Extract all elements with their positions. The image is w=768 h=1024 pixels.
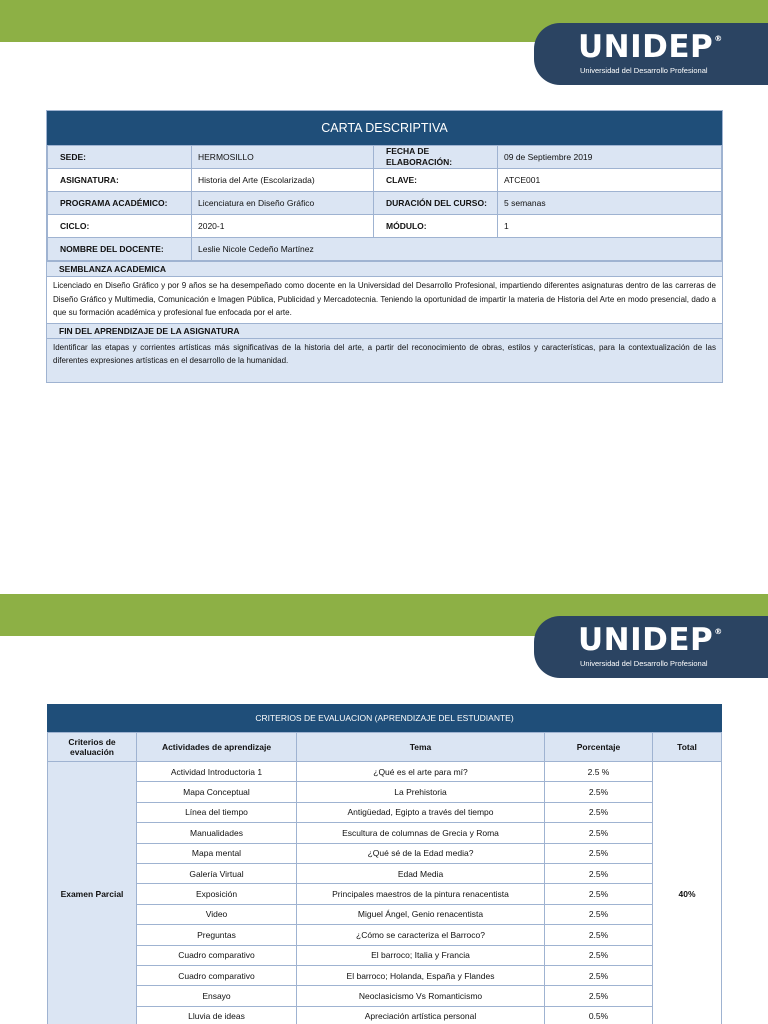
- carta-value: 09 de Septiembre 2019: [498, 146, 722, 169]
- actividad-cell: Lluvia de ideas: [137, 1006, 297, 1024]
- col-header: Total: [653, 733, 722, 762]
- tema-cell: ¿Qué sé de la Edad media?: [297, 843, 545, 863]
- table-row: [48, 945, 722, 965]
- table-row: [48, 823, 722, 843]
- carta-row: [48, 192, 722, 215]
- actividad-cell: Galería Virtual: [137, 863, 297, 883]
- actividad-cell: Cuadro comparativo: [137, 965, 297, 985]
- tema-cell: Escultura de columnas de Grecia y Roma: [297, 823, 545, 843]
- porcentaje-cell: 2.5%: [545, 925, 653, 945]
- actividad-cell: Ensayo: [137, 986, 297, 1006]
- carta-row: [48, 146, 722, 169]
- porcentaje-cell: 2.5%: [545, 945, 653, 965]
- total-cell: 40%: [653, 762, 722, 1024]
- actividad-cell: Mapa mental: [137, 843, 297, 863]
- carta-value: 1: [498, 215, 722, 238]
- table-row: [48, 782, 722, 802]
- table-row: [48, 1006, 722, 1024]
- carta-label: FECHA DE ELABORACIÓN:: [374, 146, 498, 169]
- actividad-cell: Mapa Conceptual: [137, 782, 297, 802]
- porcentaje-cell: 2.5%: [545, 965, 653, 985]
- tema-cell: Antigüedad, Egipto a través del tiempo: [297, 802, 545, 822]
- docente-value: Leslie Nicole Cedeño Martínez: [192, 238, 722, 261]
- table-row: [48, 986, 722, 1006]
- tema-cell: Miguel Ángel, Genio renacentista: [297, 904, 545, 924]
- porcentaje-cell: 2.5%: [545, 884, 653, 904]
- carta-value: 5 semanas: [498, 192, 722, 215]
- logo: [534, 616, 768, 678]
- carta-label: DURACIÓN DEL CURSO:: [374, 192, 498, 215]
- tema-cell: Edad Media: [297, 863, 545, 883]
- tema-cell: El barroco; Italia y Francia: [297, 945, 545, 965]
- logo-subtitle: Universidad del Desarrollo Profesional: [580, 659, 708, 668]
- semblanza-label: SEMBLANZA ACADEMICA: [47, 261, 722, 276]
- logo-reg: ®: [714, 627, 723, 636]
- table-row: [48, 965, 722, 985]
- col-header: Porcentaje: [545, 733, 653, 762]
- porcentaje-cell: 2.5%: [545, 986, 653, 1006]
- carta-value: Licenciatura en Diseño Gráfico: [192, 192, 374, 215]
- table-row: [48, 863, 722, 883]
- criterios-title: CRITERIOS DE EVALUACION (APRENDIZAJE DEL ESTUDIANTE): [47, 704, 722, 732]
- carta-row: [48, 238, 722, 261]
- carta-label: CLAVE:: [374, 169, 498, 192]
- criterios-header-row: [48, 733, 722, 762]
- carta-title: CARTA DESCRIPTIVA: [47, 111, 722, 145]
- table-row: [48, 884, 722, 904]
- porcentaje-cell: 2.5%: [545, 782, 653, 802]
- porcentaje-cell: 0.5%: [545, 1006, 653, 1024]
- logo: [534, 23, 768, 85]
- logo-word: UNIDEP: [578, 622, 714, 658]
- criterios-evaluacion: [47, 704, 722, 1024]
- carta-row: [48, 169, 722, 192]
- carta-value: 2020-1: [192, 215, 374, 238]
- table-row: [48, 762, 722, 782]
- logo-word: UNIDEP: [578, 29, 714, 65]
- col-header: Criterios de evaluación: [48, 733, 137, 762]
- actividad-cell: Exposición: [137, 884, 297, 904]
- table-row: [48, 925, 722, 945]
- actividad-cell: Línea del tiempo: [137, 802, 297, 822]
- carta-label: CICLO:: [48, 215, 192, 238]
- col-header: Actividades de aprendizaje: [137, 733, 297, 762]
- actividad-cell: Preguntas: [137, 925, 297, 945]
- tema-cell: Apreciación artística personal: [297, 1006, 545, 1024]
- col-header: Tema: [297, 733, 545, 762]
- porcentaje-cell: 2.5%: [545, 863, 653, 883]
- tema-cell: La Prehistoria: [297, 782, 545, 802]
- semblanza-text: Licenciado en Diseño Gráfico y por 9 años se ha desempeñado como docente en la Universidad del Desarrollo Profesional, impartiendo diferentes asignaturas dentro de las carreras de Diseño Gráfico y Multimedia, Comunicación e Imagen Pública, Publicidad y Mercadotecnia. Teniendo la oportunidad de impartir la materia de Historia del Arte en modo presencial, dado a que su formación académica y profesional fue enfocada por el arte.: [47, 276, 722, 323]
- carta-value: HERMOSILLO: [192, 146, 374, 169]
- actividad-cell: Cuadro comparativo: [137, 945, 297, 965]
- porcentaje-cell: 2.5%: [545, 823, 653, 843]
- docente-label: NOMBRE DEL DOCENTE:: [48, 238, 192, 261]
- porcentaje-cell: 2.5 %: [545, 762, 653, 782]
- tema-cell: ¿Qué es el arte para mí?: [297, 762, 545, 782]
- criterios-table: [47, 732, 722, 1024]
- tema-cell: Neoclasicismo Vs Romanticismo: [297, 986, 545, 1006]
- tema-cell: ¿Cómo se caracteriza el Barroco?: [297, 925, 545, 945]
- actividad-cell: Video: [137, 904, 297, 924]
- table-row: [48, 843, 722, 863]
- porcentaje-cell: 2.5%: [545, 904, 653, 924]
- criterio-group: Examen Parcial: [48, 762, 137, 1024]
- tema-cell: Principales maestros de la pintura renacentista: [297, 884, 545, 904]
- carta-label: ASIGNATURA:: [48, 169, 192, 192]
- fin-text: Identificar las etapas y corrientes artísticas más significativas de la historia del arte, a partir del reconocimiento de obras, estilos y características, para la contextualización de las diferentes expresiones artísticas en el desarrollo de la humanidad.: [47, 338, 722, 382]
- carta-label: MÓDULO:: [374, 215, 498, 238]
- carta-label: SEDE:: [48, 146, 192, 169]
- carta-value: Historia del Arte (Escolarizada): [192, 169, 374, 192]
- carta-label: PROGRAMA ACADÉMICO:: [48, 192, 192, 215]
- logo-reg: ®: [714, 34, 723, 43]
- table-row: [48, 904, 722, 924]
- carta-value: ATCE001: [498, 169, 722, 192]
- actividad-cell: Manualidades: [137, 823, 297, 843]
- carta-row: [48, 215, 722, 238]
- table-row: [48, 802, 722, 822]
- fin-label: FIN DEL APRENDIZAJE DE LA ASIGNATURA: [47, 323, 722, 338]
- porcentaje-cell: 2.5%: [545, 802, 653, 822]
- tema-cell: El barroco; Holanda, España y Flandes: [297, 965, 545, 985]
- logo-subtitle: Universidad del Desarrollo Profesional: [580, 66, 708, 75]
- carta-descriptiva: [46, 110, 723, 383]
- actividad-cell: Actividad Introductoria 1: [137, 762, 297, 782]
- carta-table: [47, 145, 722, 261]
- porcentaje-cell: 2.5%: [545, 843, 653, 863]
